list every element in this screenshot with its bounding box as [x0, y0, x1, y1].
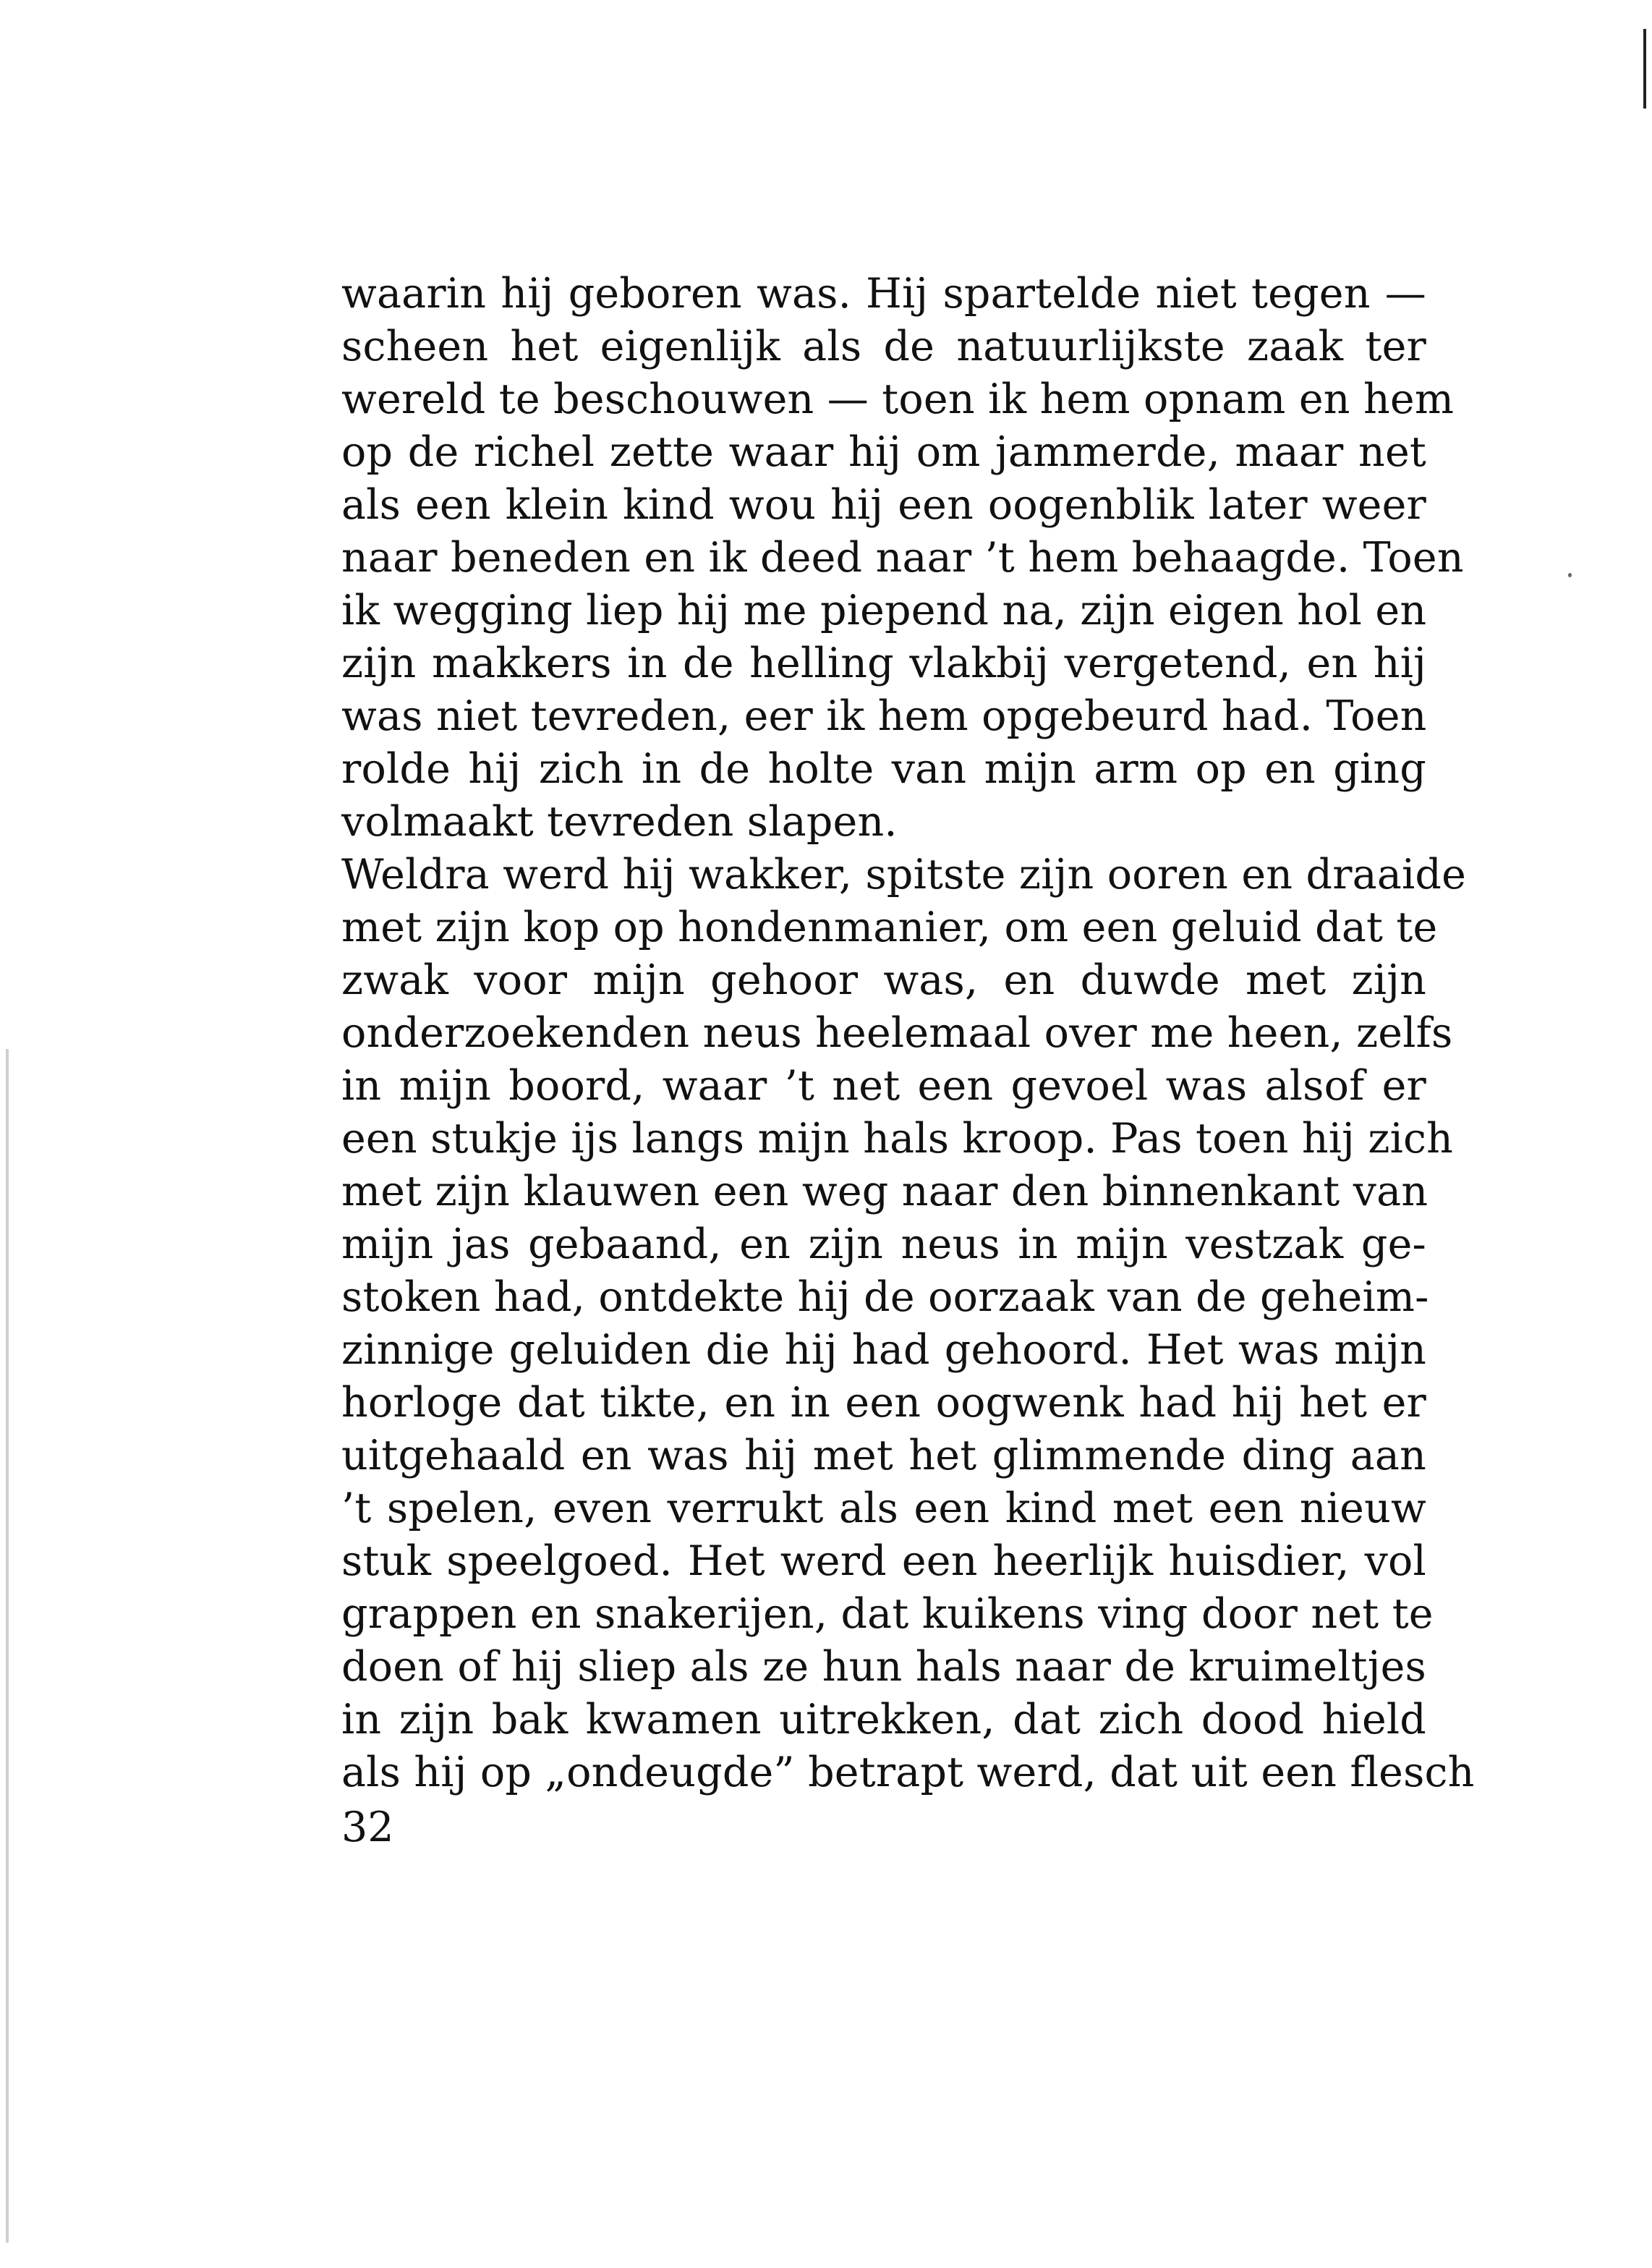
text-line: stuk speelgoed. Het werd een heerlijk huisdier, vol — [341, 1537, 1426, 1585]
text-line: waarin hij geboren was. Hij spartelde niet tegen — — [341, 270, 1426, 318]
text-line: Weldra werd hij wakker, spitste zijn ooren en draaide — [341, 851, 1467, 899]
page-number: 32 — [341, 1804, 394, 1851]
text-line: wereld te beschouwen — toen ik hem opnam en hem — [341, 375, 1455, 423]
text-line: volmaakt tevreden slapen. — [341, 798, 898, 846]
text-line: op de richel zette waar hij om jammerde, maar net — [341, 428, 1426, 476]
text-line: zijn makkers in de helling vlakbij vergetend, en hij — [341, 640, 1426, 687]
text-line: zwak voor mijn gehoor was, en duwde met zijn — [341, 956, 1426, 1004]
text-line: mijn jas gebaand, en zijn neus in mijn vestzak ge- — [341, 1220, 1426, 1268]
text-line: in mijn boord, waar ’t net een gevoel was alsof er — [341, 1062, 1426, 1110]
text-line: zinnige geluiden die hij had gehoord. Het was mijn — [341, 1326, 1426, 1374]
text-line: ik wegging liep hij me piepend na, zijn eigen hol en — [341, 587, 1427, 634]
text-line: in zijn bak kwamen uitrekken, dat zich dood hield — [341, 1696, 1426, 1744]
text-line: was niet tevreden, eer ik hem opgebeurd had. Toen — [341, 692, 1427, 740]
text-line: stoken had, ontdekte hij de oorzaak van de geheim- — [341, 1273, 1429, 1321]
text-line: met zijn kop op hondenmanier, om een geluid dat te — [341, 904, 1438, 951]
scan-speck — [1568, 573, 1572, 577]
text-line: rolde hij zich in de holte van mijn arm op en ging — [341, 745, 1426, 793]
scan-edge-mark-right — [1643, 29, 1646, 109]
text-line: een stukje ijs langs mijn hals kroop. Pas toen hij zich — [341, 1115, 1454, 1163]
text-line: doen of hij sliep als ze hun hals naar de kruimeltjes — [341, 1643, 1426, 1691]
text-line: grappen en snakerijen, dat kuikens ving door net te — [341, 1590, 1434, 1638]
text-line: uitgehaald en was hij met het glimmende ding aan — [341, 1432, 1426, 1479]
text-line: horloge dat tikte, en in een oogwenk had hij het er — [341, 1379, 1426, 1427]
scan-edge-mark-left — [6, 1049, 9, 2243]
body-text — [341, 268, 1475, 1799]
text-line: met zijn klauwen een weg naar den binnenkant van — [341, 1168, 1429, 1215]
text-line: scheen het eigenlijk als de natuurlijkste zaak ter — [341, 323, 1426, 370]
text-line: ’t spelen, even verrukt als een kind met een nieuw — [341, 1485, 1426, 1532]
text-line: als een klein kind wou hij een oogenblik later weer — [341, 481, 1426, 529]
text-line: als hij op „ondeugde” betrapt werd, dat uit een flesch — [341, 1749, 1475, 1796]
text-line: naar beneden en ik deed naar ’t hem behaagde. Toen — [341, 534, 1464, 582]
text-line: onderzoekenden neus heelemaal over me heen, zelfs — [341, 1009, 1453, 1057]
